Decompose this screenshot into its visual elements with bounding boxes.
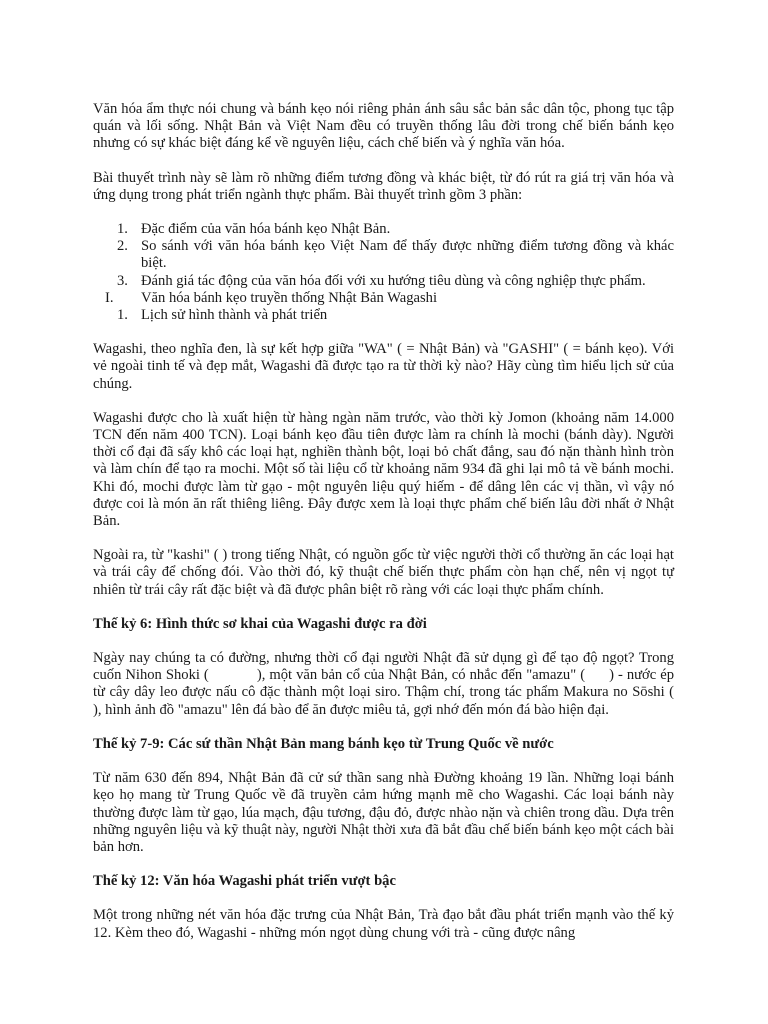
body-paragraph: Wagashi, theo nghĩa đen, là sự kết hợp giữa "WA" ( = Nhật Bản) và "GASHI" ( = bánh kẹo). Với vẻ ngoài tinh tế và đẹp mắt, Wagashi đã được tạo ra từ thời kỳ nào? Hãy cùng tìm hiểu lịch sử của chúng.: [93, 341, 674, 392]
list-item-text: Đặc điểm của văn hóa bánh kẹo Nhật Bản.: [141, 221, 391, 238]
era-heading: Thế kỷ 7-9: Các sứ thần Nhật Bản mang bánh kẹo từ Trung Quốc về nước: [93, 735, 554, 752]
list-item: [117, 221, 674, 238]
body-paragraph: Từ năm 630 đến 894, Nhật Bản đã cử sứ thần sang nhà Đường khoảng 19 lần. Những loại bánh kẹo họ mang từ Trung Quốc về đã truyền cảm hứng mạnh mẽ cho Wagashi. Các loại bánh này thường được làm từ gạo, lúa mạch, đậu tương, đậu đỏ, được nhào nặn và chiên trong dầu. Dựa trên những nguyên liệu và kỹ thuật này, người Nhật thời xưa đã bắt đầu chế biến bánh kẹo một cách bài bản hơn.: [93, 770, 674, 855]
body-paragraph: Ngày nay chúng ta có đường, nhưng thời cổ đại người Nhật đã sử dụng gì để tạo độ ngọt? Trong cuốn Nihon Shoki ( ), một văn bản cổ của Nhật Bản, có nhắc đến "amazu" ( ) - nước ép từ cây dây leo được nấu cô đặc thành một loại siro. Thậm chí, trong tác phẩm Makura no Sōshi ( ), hình ảnh đồ "amazu" lên đá bào để ăn được miêu tả, gợi nhớ đến món đá bào hiện đại.: [93, 650, 711, 718]
list-number: 3.: [117, 272, 128, 289]
list-item-text: Đánh giá tác động của văn hóa đối với xu hướng tiêu dùng và công nghiệp thực phẩm.: [141, 272, 646, 289]
intro-paragraph: Bài thuyết trình này sẽ làm rõ những điểm tương đồng và khác biệt, từ đó rút ra giá trị văn hóa và ứng dụng trong phát triển ngành thực phẩm. Bài thuyết trình gồm 3 phần:: [93, 169, 674, 203]
list-item: [117, 238, 674, 272]
era-heading: Thế kỷ 6: Hình thức sơ khai của Wagashi được ra đời: [93, 615, 427, 632]
list-item-text: So sánh với văn hóa bánh kẹo Việt Nam để thấy được những điểm tương đồng và khác biệt.: [141, 238, 674, 272]
body-paragraph: Ngoài ra, từ "kashi" ( ) trong tiếng Nhật, có nguồn gốc từ việc người thời cổ thường ăn các loại hạt và trái cây để chống đói. Vào thời đó, kỹ thuật chế biến thực phẩm còn hạn chế, nên vị ngọt tự nhiên từ trái cây rất đặc biệt và đã được phân biệt rõ ràng với các loại thực phẩm chính.: [93, 547, 674, 598]
list-item: [117, 272, 674, 290]
list-number: 2.: [117, 238, 128, 255]
subsection-heading: [93, 307, 674, 324]
section-heading: [93, 290, 674, 307]
intro-paragraph: Văn hóa ẩm thực nói chung và bánh kẹo nói riêng phản ánh sâu sắc bản sắc dân tộc, phong tục tập quán và lối sống. Nhật Bản và Việt Nam đều có truyền thống lâu đời trong chế biến bánh kẹo nhưng có sự khác biệt đáng kể về nguyên liệu, cách chế biến và ý nghĩa văn hóa.: [93, 101, 674, 152]
list-number: 1.: [117, 221, 128, 238]
section-number: I.: [105, 289, 114, 306]
era-heading: Thế kỷ 12: Văn hóa Wagashi phát triển vượt bậc: [93, 873, 396, 890]
subsection-title: Lịch sử hình thành và phát triển: [141, 307, 328, 324]
subsection-number: 1.: [117, 307, 128, 324]
body-paragraph: Wagashi được cho là xuất hiện từ hàng ngàn năm trước, vào thời kỳ Jomon (khoảng năm 14.000 TCN đến năm 400 TCN). Loại bánh kẹo đầu tiên được làm ra chính là mochi (bánh dày). Người thời cổ đại đã sấy khô các loại hạt, nghiền thành bột, loại bỏ chất đắng, sau đó nặn thành hình tròn và làm chín để tạo ra mochi. Một số tài liệu cổ từ khoảng năm 934 đã ghi lại mô tả về bánh mochi. Khi đó, mochi được làm từ gạo - một nguyên liệu quý hiếm - để dâng lên các vị thần, vì vậy nó được coi là món ăn rất thiêng liêng. Đây được xem là loại thực phẩm chế biến lâu đời nhất ở Nhật Bản.: [93, 409, 674, 530]
section-title: Văn hóa bánh kẹo truyền thống Nhật Bản Wagashi: [141, 289, 438, 306]
document-page: [93, 101, 711, 959]
parts-list: [93, 221, 674, 290]
body-paragraph: Một trong những nét văn hóa đặc trưng của Nhật Bản, Trà đạo bắt đầu phát triển mạnh vào thế kỷ 12. Kèm theo đó, Wagashi - những món ngọt dùng chung với trà - cũng được nâng: [93, 907, 674, 941]
